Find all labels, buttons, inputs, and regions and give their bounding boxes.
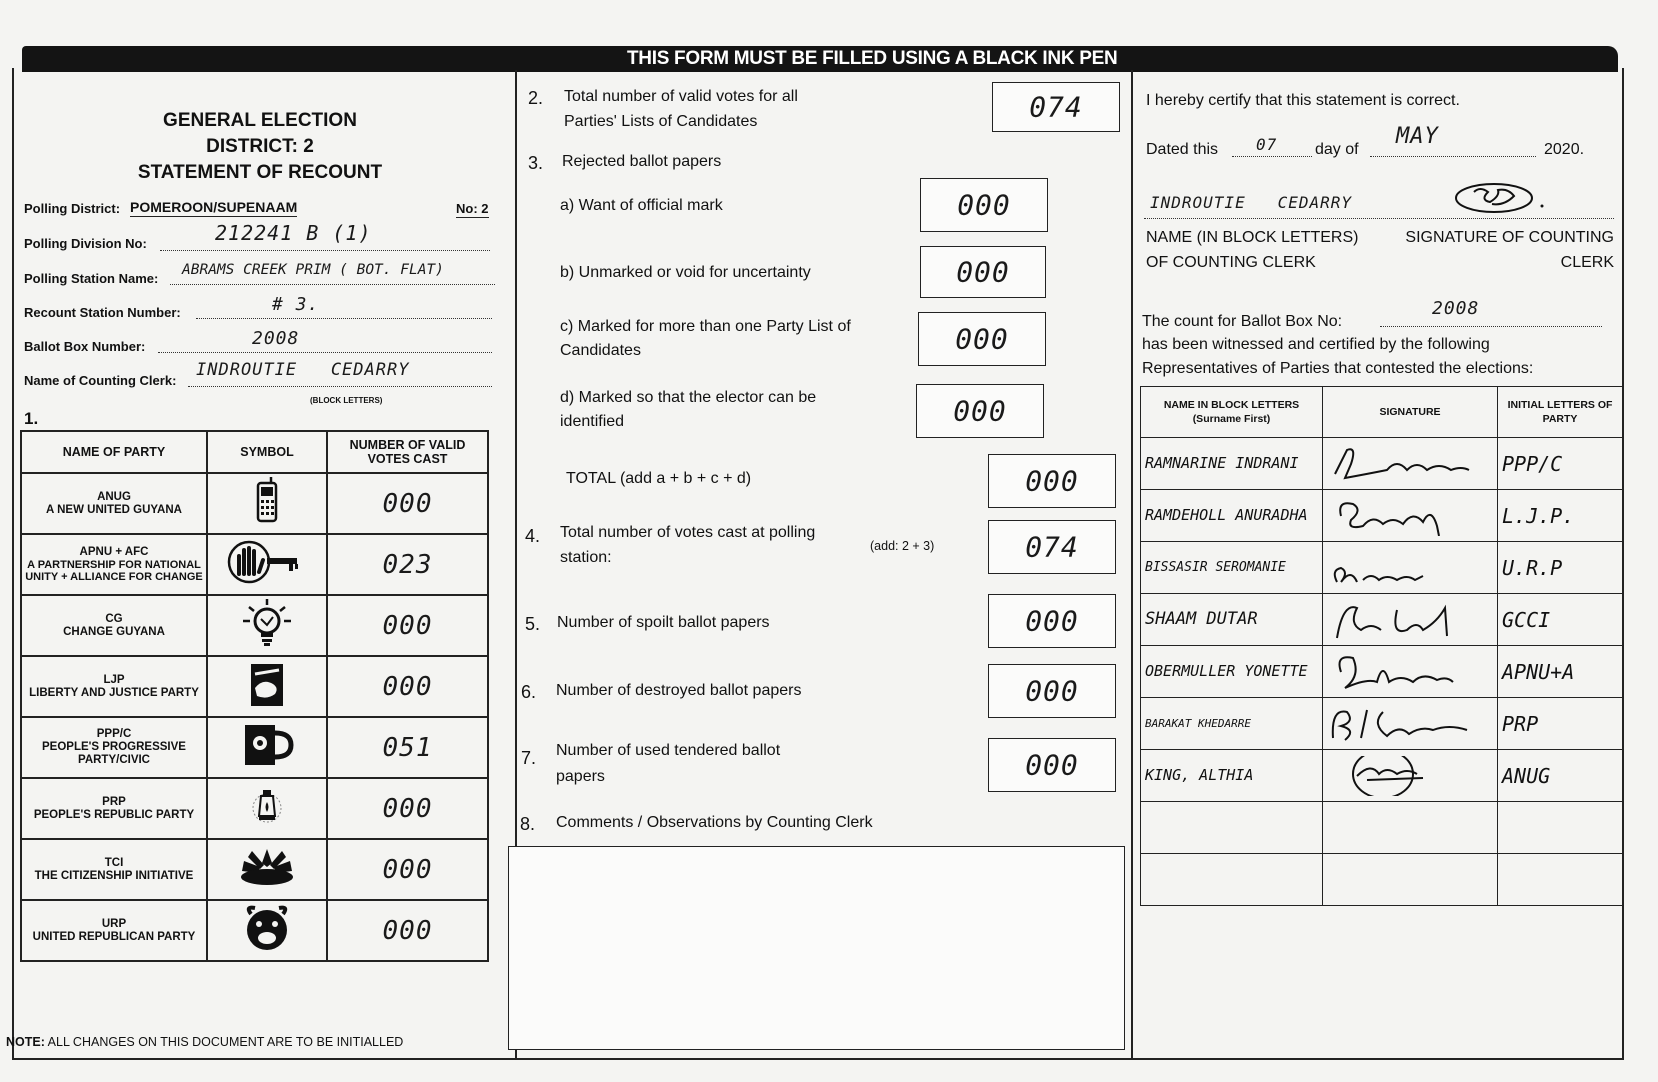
rep-name[interactable]: RAMNARINE INDRANI xyxy=(1145,454,1299,472)
count-label: The count for Ballot Box No: xyxy=(1142,313,1343,330)
witness-line-1: has been witnessed and certified by the following xyxy=(1142,336,1490,353)
dated-day-line xyxy=(1232,156,1312,157)
section-1-number: 1. xyxy=(24,409,39,428)
q3d-value: 000 xyxy=(953,394,1007,428)
rep-signature xyxy=(1327,444,1477,484)
district-number: No: 2 xyxy=(456,201,489,216)
station-name-label: Polling Station Name: xyxy=(24,271,159,286)
q3c-label-1: c) Marked for more than one Party List of xyxy=(560,318,851,335)
ballot-box-line xyxy=(158,352,492,353)
note-bold: NOTE: xyxy=(6,1035,45,1049)
polling-district-value: POMEROON/SUPENAAM xyxy=(130,199,298,215)
recount-number-value[interactable]: # 3. xyxy=(272,294,320,315)
comments-box[interactable] xyxy=(508,846,1125,1050)
recount-number-label: Recount Station Number: xyxy=(24,305,181,320)
rep-signature-empty[interactable] xyxy=(1323,854,1498,906)
party-name: A PARTNERSHIP FOR NATIONAL UNITY + ALLIANCE FOR CHANGE xyxy=(25,558,203,583)
hand-key-icon xyxy=(227,538,307,586)
rejected-total-value: 000 xyxy=(1025,464,1079,498)
party-name: LIBERTY AND JUSTICE PARTY xyxy=(29,686,199,699)
witness-line-2: Representatives of Parties that contested the elections: xyxy=(1142,360,1534,377)
polling-division-label: Polling Division No: xyxy=(24,236,147,251)
recount-number-line xyxy=(196,318,492,319)
dated-month-line xyxy=(1370,156,1536,157)
q8-label: Comments / Observations by Counting Clerk xyxy=(556,814,873,831)
votes-value[interactable]: 000 xyxy=(382,915,433,946)
q6-value: 000 xyxy=(1025,674,1079,708)
party-abbr: PPP/C xyxy=(96,728,132,740)
party-name: PEOPLE'S PROGRESSIVE PARTY/CIVIC xyxy=(42,741,186,766)
party-table-header xyxy=(21,431,488,473)
name-label-1: NAME (IN BLOCK LETTERS) xyxy=(1146,229,1359,246)
rep-row xyxy=(1141,750,1623,802)
party-name-header: NAME OF PARTY xyxy=(21,431,207,473)
rep-signature xyxy=(1327,548,1477,588)
changes-note xyxy=(6,1034,403,1051)
rep-party-initials[interactable]: L.J.P. xyxy=(1502,503,1575,528)
symbol-header: SYMBOL xyxy=(207,431,327,473)
rejected-total-box[interactable] xyxy=(988,454,1116,508)
rep-name[interactable]: OBERMULLER YONETTE xyxy=(1145,662,1308,680)
ballot-box-label: Ballot Box Number: xyxy=(24,339,146,354)
q3a-label: a) Want of official mark xyxy=(560,197,723,214)
heading-election: GENERAL ELECTION xyxy=(163,110,357,131)
q3-number: 3. xyxy=(528,153,544,173)
q7-label-2: papers xyxy=(556,768,605,785)
party-row xyxy=(21,473,488,534)
q5-box[interactable] xyxy=(988,594,1116,648)
dated-month-value[interactable]: MAY xyxy=(1396,124,1439,149)
cup-icon xyxy=(237,721,297,769)
party-abbr: APNU + AFC xyxy=(79,545,149,558)
ballot-box-value[interactable]: 2008 xyxy=(252,328,300,349)
party-row xyxy=(21,839,488,900)
rejected-total-label: TOTAL (add a + b + c + d) xyxy=(566,470,752,487)
party-representatives-table xyxy=(1140,386,1623,906)
q5-label: Number of spoilt ballot papers xyxy=(557,614,770,631)
rep-signature-header: SIGNATURE xyxy=(1323,387,1498,438)
q4-label-1: Total number of votes cast at polling xyxy=(560,524,816,541)
q3b-label: b) Unmarked or void for uncertainty xyxy=(560,264,811,281)
certify-text: I hereby certify that this statement is correct. xyxy=(1146,92,1460,109)
votes-value[interactable]: 023 xyxy=(382,549,433,580)
rep-party-initials[interactable]: ANUG xyxy=(1502,763,1551,788)
phone-icon xyxy=(241,477,293,525)
party-name: A NEW UNITED GUYANA xyxy=(46,503,182,516)
rep-row xyxy=(1141,438,1623,490)
lamp-icon xyxy=(241,782,293,830)
q4-value: 074 xyxy=(1025,530,1079,564)
rep-row xyxy=(1141,542,1623,594)
handshake-icon xyxy=(241,660,293,708)
q3-label: Rejected ballot papers xyxy=(562,153,722,170)
rep-party-initials[interactable]: PRP xyxy=(1502,711,1539,736)
party-name: PEOPLE'S REPUBLIC PARTY xyxy=(33,808,195,821)
clerk-name-label: Name of Counting Clerk: xyxy=(24,373,177,388)
polling-division-value[interactable]: 212241 B (1) xyxy=(215,221,372,245)
rep-row xyxy=(1141,646,1623,698)
q3d-label-1: d) Marked so that the elector can be xyxy=(560,389,817,406)
votes-value[interactable]: 000 xyxy=(382,488,433,519)
rep-signature xyxy=(1327,496,1477,536)
rep-name[interactable]: BARAKAT KHEDARRE xyxy=(1145,717,1251,730)
votes-header: NUMBER OF VALID VOTES CAST xyxy=(327,431,488,473)
rep-name[interactable]: RAMDEHOLL ANURADHA xyxy=(1145,506,1308,524)
rep-party-initials[interactable]: APNU+A xyxy=(1502,659,1575,684)
rep-signature xyxy=(1327,600,1477,640)
rep-row xyxy=(1141,594,1623,646)
bull-icon xyxy=(241,904,293,952)
party-name: THE CITIZENSHIP INITIATIVE xyxy=(34,869,194,882)
dated-day-value[interactable]: 07 xyxy=(1256,135,1278,154)
party-row xyxy=(21,717,488,778)
q3d-label-2: identified xyxy=(560,413,625,430)
block-letters-note: (BLOCK LETTERS) xyxy=(310,396,383,405)
rep-initials-header: INITIAL LETTERS OF PARTY xyxy=(1498,387,1623,438)
q3a-value: 000 xyxy=(957,188,1011,222)
rep-name[interactable]: SHAAM DUTAR xyxy=(1145,609,1258,629)
polling-division-line xyxy=(160,250,490,251)
year-label: 2020. xyxy=(1544,141,1585,158)
q3c-label-2: Candidates xyxy=(560,342,641,359)
party-row xyxy=(21,534,488,595)
day-of-label: day of xyxy=(1315,141,1359,158)
party-abbr: PRP xyxy=(102,795,126,808)
clerk-signoff-name[interactable]: INDROUTIE CEDARRY xyxy=(1150,193,1353,212)
rep-party-initials[interactable]: PPP/C xyxy=(1502,451,1563,476)
rep-row xyxy=(1141,802,1623,854)
q5-value: 000 xyxy=(1025,604,1079,638)
flower-icon xyxy=(232,843,302,891)
rep-name[interactable]: KING, ALTHIA xyxy=(1145,766,1254,784)
q3a-box[interactable] xyxy=(920,178,1048,232)
sig-label-1: SIGNATURE OF COUNTING xyxy=(1405,229,1614,246)
q6-number: 6. xyxy=(521,682,537,702)
station-name-line xyxy=(170,284,495,285)
heading-statement: STATEMENT OF RECOUNT xyxy=(137,162,383,183)
q2-valid-votes-box[interactable] xyxy=(992,82,1120,132)
rep-name-subheader: (Surname First) xyxy=(1192,413,1271,425)
party-abbr: LJP xyxy=(103,673,125,686)
q7-number: 7. xyxy=(521,748,537,768)
q4-label-2: station: xyxy=(560,549,612,566)
q4-number: 4. xyxy=(525,526,541,546)
rep-signature xyxy=(1327,652,1477,692)
party-votes-table xyxy=(20,430,489,962)
banner-text: THIS FORM MUST BE FILLED USING A BLACK INK PEN xyxy=(627,48,1118,69)
q4-add-hint: (add: 2 + 3) xyxy=(870,539,935,553)
note-text: ALL CHANGES ON THIS DOCUMENT ARE TO BE INITIALLED xyxy=(44,1035,404,1049)
votes-value[interactable]: 051 xyxy=(382,732,433,763)
form-heading xyxy=(40,108,480,186)
party-abbr: URP xyxy=(101,917,127,930)
clerk-name-line xyxy=(188,386,492,387)
name-label-2: OF COUNTING CLERK xyxy=(1146,254,1316,271)
clerk-signoff-line xyxy=(1144,218,1614,219)
clerk-signature xyxy=(1450,178,1550,218)
q3b-box[interactable] xyxy=(920,246,1046,298)
q2-label-2: Parties' Lists of Candidates xyxy=(564,113,758,130)
q7-box[interactable] xyxy=(988,738,1116,792)
party-abbr: ANUG xyxy=(97,490,131,503)
count-line xyxy=(1380,326,1602,327)
q2-value: 074 xyxy=(1029,90,1083,124)
rep-name[interactable]: BISSASIR SEROMANIE xyxy=(1145,560,1286,575)
votes-value[interactable]: 000 xyxy=(382,854,433,885)
q3b-value: 000 xyxy=(956,255,1010,289)
rep-row xyxy=(1141,490,1623,542)
party-abbr: CG xyxy=(105,612,123,625)
rep-signature xyxy=(1327,756,1477,796)
q3d-box[interactable] xyxy=(916,384,1044,438)
q8-number: 8. xyxy=(520,814,536,834)
rep-party-initials[interactable]: U.R.P xyxy=(1502,555,1563,580)
party-abbr: TCI xyxy=(104,856,124,869)
party-row xyxy=(21,900,488,961)
votes-value[interactable]: 000 xyxy=(382,610,433,641)
q2-number: 2. xyxy=(528,88,544,108)
q2-label-1: Total number of valid votes for all xyxy=(564,88,798,105)
party-row xyxy=(21,656,488,717)
polling-district-label: Polling District: xyxy=(24,201,121,216)
count-value[interactable]: 2008 xyxy=(1432,298,1480,319)
votes-value[interactable]: 000 xyxy=(382,671,433,702)
rep-row xyxy=(1141,698,1623,750)
q6-box[interactable] xyxy=(988,664,1116,718)
q5-number: 5. xyxy=(525,614,541,634)
heading-district: DISTRICT: 2 xyxy=(206,136,314,157)
q7-value: 000 xyxy=(1025,748,1079,782)
rep-party-initials[interactable]: GCCI xyxy=(1502,607,1551,632)
clerk-name-value[interactable]: INDROUTIE CEDARRY xyxy=(196,360,410,380)
party-row xyxy=(21,595,488,656)
q7-label-1: Number of used tendered ballot xyxy=(556,742,781,759)
rep-name-header: NAME IN BLOCK LETTERS xyxy=(1163,399,1300,411)
q6-label: Number of destroyed ballot papers xyxy=(556,682,802,699)
party-row xyxy=(21,778,488,839)
q4-total-votes-box[interactable] xyxy=(988,520,1116,574)
votes-value[interactable]: 000 xyxy=(382,793,433,824)
column-divider-right xyxy=(1131,70,1133,1058)
sig-label-2: CLERK xyxy=(1560,254,1614,271)
reps-table-header xyxy=(1141,387,1623,438)
rep-row xyxy=(1141,854,1623,906)
q3c-box[interactable] xyxy=(918,312,1046,366)
station-name-value[interactable]: ABRAMS CREEK PRIM ( BOT. FLAT) xyxy=(182,262,444,278)
q3c-value: 000 xyxy=(955,322,1009,356)
rep-signature-empty[interactable] xyxy=(1323,802,1498,854)
rep-signature xyxy=(1327,704,1477,744)
dated-label: Dated this xyxy=(1146,141,1219,158)
party-name: CHANGE GUYANA xyxy=(63,625,165,638)
lightbulb-icon xyxy=(241,599,293,647)
party-name: UNITED REPUBLICAN PARTY xyxy=(32,930,196,943)
